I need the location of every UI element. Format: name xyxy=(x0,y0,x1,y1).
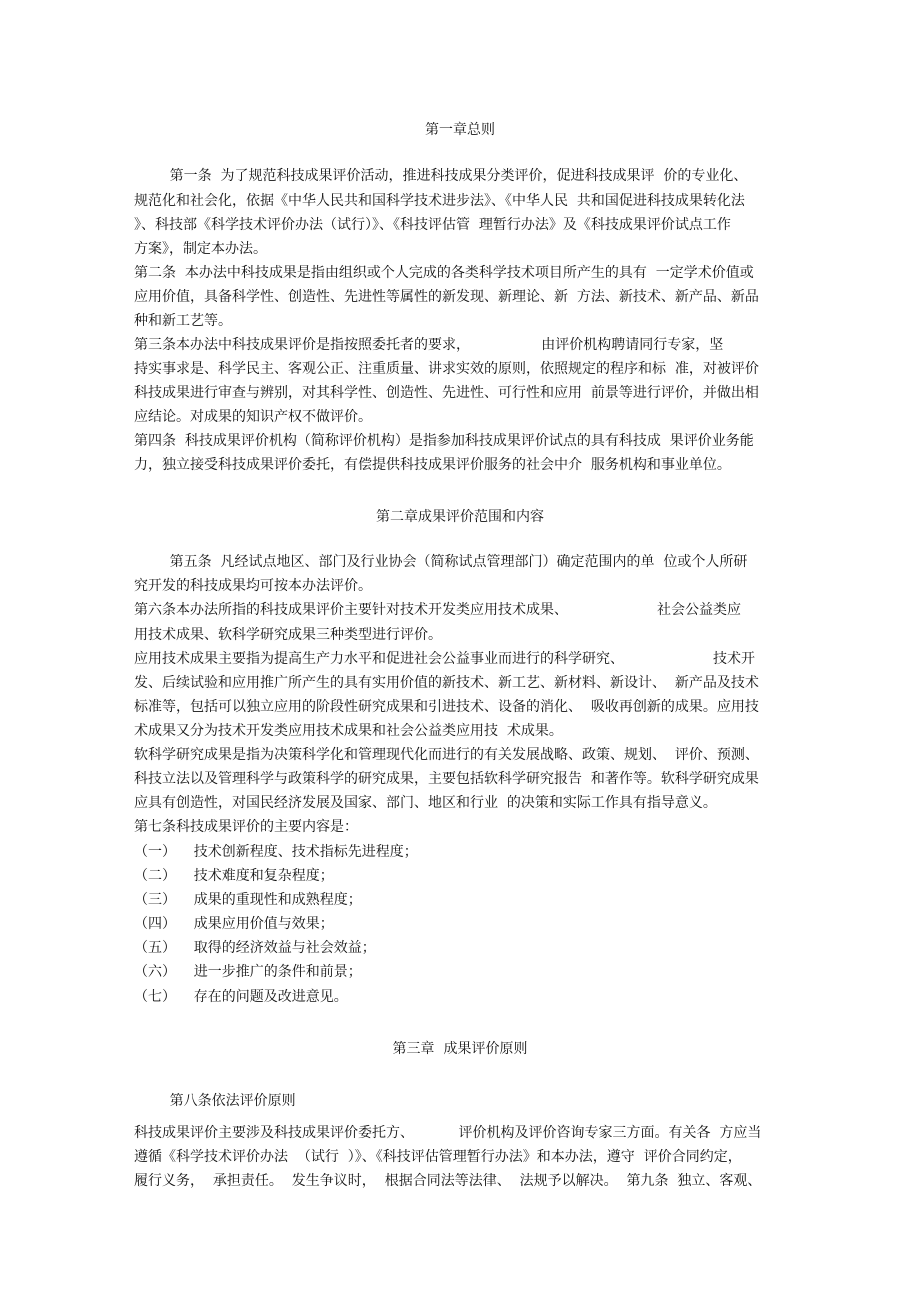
list-item: （三） 成果的重现性和成熟程度； xyxy=(134,892,362,908)
text-line: 第一条 为了规范科技成果评价活动，推进科技成果分类评价，促进科技成果评 价的专业化、 xyxy=(134,168,748,184)
text-line: 履行义务， 承担责任。 发生争议时， 根据合同法等法律、 法规予以解决。 第九条 独立、客观、 xyxy=(134,1173,762,1189)
text-line: 科技成果评价主要涉及科技成果评价委托方、 评价机构及评价咨询专家三方面。有关各 方应当 xyxy=(134,1125,762,1141)
text-line: 方案》，制定本办法。 xyxy=(134,241,267,257)
chapter-1-heading: 第一章总则 xyxy=(425,122,495,138)
text-line: 应结论。对成果的知识产权不做评价。 xyxy=(134,409,372,425)
list-item: （四） 成果应用价值与效果； xyxy=(134,916,334,932)
text-line: 力，独立接受科技成果评价委托，有偿提供科技成果评价服务的社会中介 服务机构和事业单位。 xyxy=(134,457,731,473)
text-line: 》、科技部《科学技术评价办法（试行）》、《科技评估管 理暂行办法》及《科技成果评价试点工作 xyxy=(134,217,731,233)
text-line: 科技立法以及管理科学与政策科学的研究成果，主要包括软科学研究报告 和著作等。软科学研究成果 xyxy=(134,771,759,787)
list-item: （六） 进一步推广的条件和前景； xyxy=(134,964,362,980)
text-line: 应用价值，具备科学性、创造性、先进性等属性的新发现、新理论、新 方法、新技术、新产品、新品 xyxy=(134,289,759,305)
list-item: （七） 存在的问题及改进意见。 xyxy=(134,989,348,1005)
text-line: 术成果又分为技术开发类应用技术成果和社会公益类应用技 术成果。 xyxy=(134,723,563,739)
text-line: 第八条依法评价原则 xyxy=(134,1093,296,1109)
text-line: 应用技术成果主要指为提高生产力水平和促进社会公益事业而进行的科学研究、 技术开 xyxy=(134,651,756,667)
text-line: 软科学研究成果是指为决策科学化和管理现代化而进行的有关发展战略、政策、规划、 评价、预测、 xyxy=(134,747,759,763)
list-item: （一） 技术创新程度、技术指标先进程度； xyxy=(134,844,418,860)
list-item: （二） 技术难度和复杂程度； xyxy=(134,868,334,884)
text-line: 第五条 凡经试点地区、部门及行业协会（简称试点管理部门）确定范围内的单 位或个人所研 xyxy=(134,554,748,570)
text-line: 规范化和社会化，依据《中华人民共和国科学技术进步法》、《中华人民 共和国促进科技成果转化法 xyxy=(134,193,745,209)
text-line: 科技成果进行审查与辨别，对其科学性、创造性、先进性、可行性和应用 前景等进行评价，并做出相 xyxy=(134,385,759,401)
text-line: 第七条科技成果评价的主要内容是： xyxy=(134,819,358,835)
text-line: 第四条 科技成果评价机构（简称评价机构）是指参加科技成果评价试点的具有科技成 果评价业务能 xyxy=(134,433,754,449)
text-line: 第六条本办法所指的科技成果评价主要针对技术开发类应用技术成果、 社会公益类应 xyxy=(134,602,742,618)
text-line: 遵循《科学技术评价办法 （试行 ）》、《科技评估管理暂行办法》和本办法，遵守 评价合同约定， xyxy=(134,1149,742,1165)
text-line: 种和新工艺等。 xyxy=(134,313,232,329)
text-line: 标准等，包括可以独立应用的阶段性研究成果和引进技术、设备的消化、 吸收再创新的成果。应用技 xyxy=(134,699,759,715)
text-line: 究开发的科技成果均可按本办法评价。 xyxy=(134,578,372,594)
text-line: 第三条本办法中科技成果评价是指按照委托者的要求， 由评价机构聘请同行专家，坚 xyxy=(134,337,724,353)
text-line: 发、后续试验和应用推广所产生的具有实用价值的新技术、新工艺、新材料、新设计、 新产品及技术 xyxy=(134,675,759,691)
text-line: 用技术成果、软科学研究成果三种类型进行评价。 xyxy=(134,627,442,643)
chapter-2-heading: 第二章成果评价范围和内容 xyxy=(376,509,544,525)
list-item: （五） 取得的经济效益与社会效益； xyxy=(134,940,376,956)
text-line: 第二条 本办法中科技成果是指由组织或个人完成的各类科学技术项目所产生的具有 一定学术价值或 xyxy=(134,265,754,281)
text-line: 持实事求是、科学民主、客观公正、注重质量、讲求实效的原则，依照规定的程序和标 准，对被评价 xyxy=(134,361,759,377)
text-line: 应具有创造性，对国民经济发展及国家、部门、地区和行业 的决策和实际工作具有指导意义。 xyxy=(134,795,717,811)
chapter-3-heading: 第三章 成果评价原则 xyxy=(392,1041,528,1057)
